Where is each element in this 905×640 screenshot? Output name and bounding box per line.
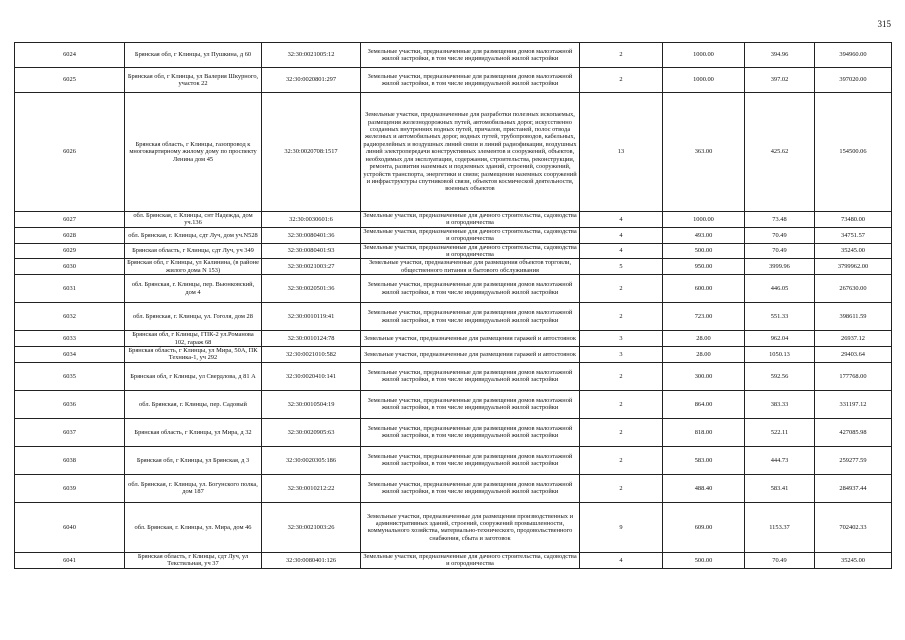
- record-id-cell: 6036: [15, 390, 125, 418]
- land-use-purpose-cell: Земельные участки, предназначенные для дачного строительства, садоводства и огородничества: [361, 552, 580, 568]
- cadastral-value-cell: 35245.00: [815, 243, 892, 259]
- land-use-purpose-cell: Земельные участки, предназначенные для размещения производственных и административных зданий, строений, сооружений промышленности, коммунального хозяйства, материально-технического, продовольственного снабжения, сбыта и заготовок: [361, 502, 580, 552]
- address-cell: Брянская область, г Клинцы, сдт Луч, уч 349: [125, 243, 262, 259]
- cadastral-number-cell: 32:30:0010119:41: [262, 303, 361, 331]
- page-number: 315: [877, 19, 891, 29]
- group-number-cell: 4: [580, 227, 663, 243]
- address-cell: обл. Брянская, г. Клинцы, сдт Луч, дом уч.N528: [125, 227, 262, 243]
- cadastral-value-cell: 284937.44: [815, 474, 892, 502]
- record-id-cell: 6034: [15, 347, 125, 363]
- record-id-cell: 6032: [15, 303, 125, 331]
- area-cell: 818.00: [663, 418, 745, 446]
- group-number-cell: 2: [580, 43, 663, 68]
- land-use-purpose-cell: Земельные участки, предназначенные для размещения домов малоэтажной жилой застройки, в том числе индивидуальной жилой застройки: [361, 390, 580, 418]
- land-use-purpose-cell: Земельные участки, предназначенные для дачного строительства, садоводства и огородничества: [361, 227, 580, 243]
- group-number-cell: 13: [580, 93, 663, 212]
- cadastral-number-cell: 32:30:0020410:141: [262, 362, 361, 390]
- cadastral-number-cell: 32:30:0030601:6: [262, 212, 361, 228]
- cadastral-number-cell: 32:30:0080401:126: [262, 552, 361, 568]
- unit-price-cell: 962.04: [745, 331, 815, 347]
- area-cell: 864.00: [663, 390, 745, 418]
- area-cell: 1000.00: [663, 212, 745, 228]
- land-use-purpose-cell: Земельные участки, предназначенные для размещения домов малоэтажной жилой застройки, в том числе индивидуальной жилой застройки: [361, 418, 580, 446]
- group-number-cell: 3: [580, 331, 663, 347]
- unit-price-cell: 583.41: [745, 474, 815, 502]
- record-id-cell: 6038: [15, 446, 125, 474]
- land-use-purpose-cell: Земельные участки, предназначенные для размещения объектов торговли, общественного питания и бытового обслуживания: [361, 259, 580, 275]
- unit-price-cell: 444.73: [745, 446, 815, 474]
- table-row: [15, 68, 892, 93]
- land-use-purpose-cell: Земельные участки, предназначенные для размещения домов малоэтажной жилой застройки, в том числе индивидуальной жилой застройки: [361, 446, 580, 474]
- table-row: [15, 446, 892, 474]
- table-row: [15, 227, 892, 243]
- unit-price-cell: 70.49: [745, 243, 815, 259]
- table-row: [15, 474, 892, 502]
- area-cell: 488.40: [663, 474, 745, 502]
- cadastral-number-cell: 32:30:0080401:36: [262, 227, 361, 243]
- cadastral-value-cell: 267630.00: [815, 275, 892, 303]
- group-number-cell: 2: [580, 474, 663, 502]
- land-use-purpose-cell: Земельные участки, предназначенные для размещения гаражей и автостоянок: [361, 347, 580, 363]
- record-id-cell: 6027: [15, 212, 125, 228]
- table-row: [15, 43, 892, 68]
- address-cell: Брянская обл, г Клинцы, ул Калинина, (в районе жилого дома N 153): [125, 259, 262, 275]
- address-cell: Брянская область, г Клинцы, ул Мира, д 32: [125, 418, 262, 446]
- address-cell: обл. Брянская, г. Клинцы, ул. Богунского полка, дом 187: [125, 474, 262, 502]
- unit-price-cell: 383.33: [745, 390, 815, 418]
- area-cell: 723.00: [663, 303, 745, 331]
- area-cell: 500.00: [663, 552, 745, 568]
- cadastral-value-cell: 397020.00: [815, 68, 892, 93]
- record-id-cell: 6026: [15, 93, 125, 212]
- unit-price-cell: 446.05: [745, 275, 815, 303]
- land-use-purpose-cell: Земельные участки, предназначенные для размещения домов малоэтажной жилой застройки, в том числе индивидуальной жилой застройки: [361, 474, 580, 502]
- address-cell: Брянская область, г Клинцы, ул Мира, 50А, ПК Техника-1, уч 292: [125, 347, 262, 363]
- unit-price-cell: 3999.96: [745, 259, 815, 275]
- cadastral-value-cell: 427085.98: [815, 418, 892, 446]
- unit-price-cell: 425.62: [745, 93, 815, 212]
- address-cell: обл. Брянская, г. Клинцы, ул. Мира, дом 46: [125, 502, 262, 552]
- group-number-cell: 4: [580, 552, 663, 568]
- cadastral-number-cell: 32:30:0020708:1517: [262, 93, 361, 212]
- table-row: [15, 275, 892, 303]
- table-row: [15, 303, 892, 331]
- record-id-cell: 6041: [15, 552, 125, 568]
- address-cell: Брянская обл, г Клинцы, ул Пушкина, д 60: [125, 43, 262, 68]
- record-id-cell: 6039: [15, 474, 125, 502]
- cadastral-value-cell: 29403.64: [815, 347, 892, 363]
- area-cell: 1000.00: [663, 68, 745, 93]
- address-cell: Брянская обл, г Клинцы, ул Валерия Шкурного, участок 22: [125, 68, 262, 93]
- unit-price-cell: 522.11: [745, 418, 815, 446]
- cadastral-number-cell: 32:30:0010504:19: [262, 390, 361, 418]
- table-row: [15, 390, 892, 418]
- land-use-purpose-cell: Земельные участки, предназначенные для размещения гаражей и автостоянок: [361, 331, 580, 347]
- cadastral-value-cell: 702402.33: [815, 502, 892, 552]
- group-number-cell: 9: [580, 502, 663, 552]
- group-number-cell: 2: [580, 68, 663, 93]
- group-number-cell: 2: [580, 303, 663, 331]
- group-number-cell: 4: [580, 243, 663, 259]
- area-cell: 609.00: [663, 502, 745, 552]
- group-number-cell: 2: [580, 390, 663, 418]
- group-number-cell: 5: [580, 259, 663, 275]
- cadastral-number-cell: 32:30:0021010:582: [262, 347, 361, 363]
- land-use-purpose-cell: Земельные участки, предназначенные для дачного строительства, садоводства и огородничества: [361, 243, 580, 259]
- address-cell: обл. Брянская, г. Клинцы, ул. Гоголя, дом 28: [125, 303, 262, 331]
- record-id-cell: 6035: [15, 362, 125, 390]
- cadastral-value-cell: 34751.57: [815, 227, 892, 243]
- cadastral-value-cell: 3799962.00: [815, 259, 892, 275]
- unit-price-cell: 592.56: [745, 362, 815, 390]
- unit-price-cell: 397.02: [745, 68, 815, 93]
- record-id-cell: 6031: [15, 275, 125, 303]
- cadastral-number-cell: 32:30:0021003:27: [262, 259, 361, 275]
- record-id-cell: 6037: [15, 418, 125, 446]
- address-cell: обл. Брянская, г. Клинцы, пер. Садовый: [125, 390, 262, 418]
- area-cell: 28.00: [663, 347, 745, 363]
- unit-price-cell: 394.96: [745, 43, 815, 68]
- cadastral-value-cell: 26937.12: [815, 331, 892, 347]
- area-cell: 28.00: [663, 331, 745, 347]
- group-number-cell: 2: [580, 275, 663, 303]
- cadastral-value-cell: 398611.59: [815, 303, 892, 331]
- table-row: [15, 347, 892, 363]
- address-cell: обл. Брянская, г. Клинцы, пер. Вьюнковский, дом 4: [125, 275, 262, 303]
- area-cell: 500.00: [663, 243, 745, 259]
- address-cell: Брянская обл, г Клинцы, ул Свердлова, д 81 А: [125, 362, 262, 390]
- address-cell: Брянская область, г Клинцы, газопровод к многоквартирному жилому дому по проспекту Ленина дом 45: [125, 93, 262, 212]
- cadastral-number-cell: 32:30:0021005:12: [262, 43, 361, 68]
- area-cell: 300.00: [663, 362, 745, 390]
- address-cell: Брянская обл, г Клинцы, ул Брянская, д 3: [125, 446, 262, 474]
- cadastral-value-cell: 259277.59: [815, 446, 892, 474]
- area-cell: 493.00: [663, 227, 745, 243]
- table-row: [15, 502, 892, 552]
- unit-price-cell: 70.49: [745, 227, 815, 243]
- table-row: [15, 259, 892, 275]
- cadastral-number-cell: 32:30:0021003:26: [262, 502, 361, 552]
- land-use-purpose-cell: Земельные участки, предназначенные для разработки полезных ископаемых, размещения железнодорожных путей, автомобильных дорог, искусственно созданных внутренних водных путей, причалов, пристаней, полос отвода железных и автомобильных дорог, водных путей, трубопроводов, кабельных, радиорелейных и воздушных линий связи и линий радиофикации, воздушных линий электропередачи конструктивных элементов и сооружений, объектов, необходимых для эксплуатации, содержания, строительства, реконструкции, ремонта, развития наземных и подземных зданий, строений, сооружений, устройств транспорта, энергетики и связи; размещения наземных сооружений и инфраструктуры спутниковой связи, объектов космической деятельности, военных объектов: [361, 93, 580, 212]
- record-id-cell: 6025: [15, 68, 125, 93]
- area-cell: 950.00: [663, 259, 745, 275]
- group-number-cell: 2: [580, 362, 663, 390]
- cadastral-value-cell: 331197.12: [815, 390, 892, 418]
- table-row: [15, 93, 892, 212]
- area-cell: 583.00: [663, 446, 745, 474]
- table-row: [15, 418, 892, 446]
- area-cell: 363.00: [663, 93, 745, 212]
- land-use-purpose-cell: Земельные участки, предназначенные для размещения домов малоэтажной жилой застройки, в том числе индивидуальной жилой застройки: [361, 68, 580, 93]
- unit-price-cell: 551.33: [745, 303, 815, 331]
- cadastral-number-cell: 32:30:0020501:36: [262, 275, 361, 303]
- cadastral-number-cell: 32:30:0080401:93: [262, 243, 361, 259]
- land-use-purpose-cell: Земельные участки, предназначенные для дачного строительства, садоводства и огородничества: [361, 212, 580, 228]
- cadastral-value-cell: 73480.00: [815, 212, 892, 228]
- group-number-cell: 3: [580, 347, 663, 363]
- address-cell: Брянская обл, г Клинцы, ГПК-2 ул.Романова 102, гараж 68: [125, 331, 262, 347]
- group-number-cell: 2: [580, 446, 663, 474]
- address-cell: обл. Брянская, г. Клинцы, снт Надежда, дом уч.136: [125, 212, 262, 228]
- land-use-purpose-cell: Земельные участки, предназначенные для размещения домов малоэтажной жилой застройки, в том числе индивидуальной жилой застройки: [361, 362, 580, 390]
- area-cell: 1000.00: [663, 43, 745, 68]
- cadastral-value-table: [14, 42, 892, 569]
- land-use-purpose-cell: Земельные участки, предназначенные для размещения домов малоэтажной жилой застройки, в том числе индивидуальной жилой застройки: [361, 43, 580, 68]
- table-row: [15, 212, 892, 228]
- cadastral-value-cell: 154500.06: [815, 93, 892, 212]
- table-row: [15, 552, 892, 568]
- land-use-purpose-cell: Земельные участки, предназначенные для размещения домов малоэтажной жилой застройки, в том числе индивидуальной жилой застройки: [361, 303, 580, 331]
- unit-price-cell: 1050.13: [745, 347, 815, 363]
- record-id-cell: 6030: [15, 259, 125, 275]
- cadastral-number-cell: 32:30:0020905:63: [262, 418, 361, 446]
- unit-price-cell: 73.48: [745, 212, 815, 228]
- record-id-cell: 6040: [15, 502, 125, 552]
- cadastral-number-cell: 32:30:0020801:297: [262, 68, 361, 93]
- record-id-cell: 6029: [15, 243, 125, 259]
- unit-price-cell: 70.49: [745, 552, 815, 568]
- cadastral-number-cell: 32:30:0010212:22: [262, 474, 361, 502]
- table-row: [15, 243, 892, 259]
- cadastral-number-cell: 32:30:0020305:186: [262, 446, 361, 474]
- cadastral-value-cell: 35245.00: [815, 552, 892, 568]
- area-cell: 600.00: [663, 275, 745, 303]
- record-id-cell: 6024: [15, 43, 125, 68]
- table-row: [15, 362, 892, 390]
- record-id-cell: 6028: [15, 227, 125, 243]
- cadastral-value-cell: 394960.00: [815, 43, 892, 68]
- group-number-cell: 4: [580, 212, 663, 228]
- record-id-cell: 6033: [15, 331, 125, 347]
- address-cell: Брянская область, г Клинцы, сдт Луч, ул Текстильная, уч 37: [125, 552, 262, 568]
- group-number-cell: 2: [580, 418, 663, 446]
- cadastral-number-cell: 32:30:0010124:78: [262, 331, 361, 347]
- table-row: [15, 331, 892, 347]
- unit-price-cell: 1153.37: [745, 502, 815, 552]
- land-use-purpose-cell: Земельные участки, предназначенные для размещения домов малоэтажной жилой застройки, в том числе индивидуальной жилой застройки: [361, 275, 580, 303]
- cadastral-value-cell: 177768.00: [815, 362, 892, 390]
